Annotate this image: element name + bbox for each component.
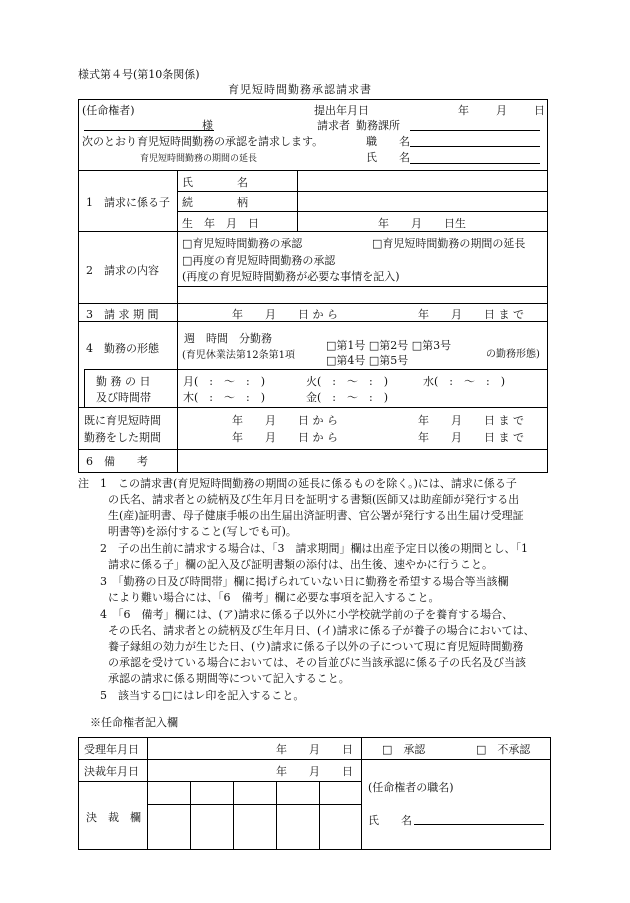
child-name-label: 氏 名: [182, 176, 248, 189]
workplace-field[interactable]: [410, 130, 540, 131]
requester-label: 請求者: [317, 119, 350, 132]
section6-label: 6 備 考: [86, 455, 148, 468]
remarks-field[interactable]: [179, 451, 545, 470]
notes-prefix: 注: [78, 477, 89, 490]
request-sentence: 次のとおり育児短時間勤務の承認を請求します。: [82, 135, 324, 148]
request-period-from: 年 月 日 か ら: [232, 308, 338, 321]
submit-day-unit: 日: [534, 104, 545, 117]
section2-label: 2 請求の内容: [86, 264, 159, 277]
note-1-line-2: の氏名、請求者との続柄及び生年月日を証明する書類(医師又は助産師が発行する出: [108, 493, 520, 506]
item-checkboxes-row2[interactable]: □第4号 □第5号: [326, 354, 409, 367]
child-relation-field[interactable]: [299, 193, 545, 210]
received-date-label: 受理年月日: [84, 743, 139, 756]
prior-period2-from: 年 月 日 か ら: [232, 431, 338, 444]
note-1-line-1: 1 この請求書(育児短時間勤務の期間の延長に係るものを除く。)には、請求に係る子: [100, 477, 517, 490]
received-date-value[interactable]: 年 月 日: [276, 743, 353, 756]
decision-stamp-cell-2[interactable]: [192, 783, 232, 847]
workplace-label: 勤務課所: [356, 119, 400, 132]
weekly-hours[interactable]: 週 時間 分勤務: [184, 332, 272, 345]
decision-date-label: 決裁年月日: [84, 765, 139, 778]
form-number: 様式第４号(第10条関係): [78, 68, 200, 81]
note-4-line-5: 承認の請求に係る期間等について記入すること。: [108, 672, 350, 685]
prior-period-label-2: 勤務をした期間: [84, 431, 161, 444]
child-name-field[interactable]: [299, 172, 545, 190]
friday-hours[interactable]: 金( : ～ : ): [306, 391, 388, 404]
note-3-line-2: により難い場合には、「6 備考」欄に必要な事項を記入すること。: [108, 591, 440, 604]
note-4-line-2: その氏名、請求者との続柄及び生年月日、(イ)請求に係る子が養子の場合においては、: [108, 624, 535, 637]
section3-label: 3 請 求 期 間: [86, 308, 159, 321]
item-checkboxes-row1[interactable]: □第1号 □第2号 □第3号: [326, 339, 452, 352]
disapprove-checkbox[interactable]: □ 不承認: [476, 743, 531, 756]
decision-stamp-cell-1[interactable]: [149, 783, 189, 847]
submit-date-label: 提出年月日: [314, 104, 369, 117]
appointer-label: (任命権者): [82, 104, 135, 117]
name-field[interactable]: [410, 163, 540, 164]
appointer-name-label: 氏 名: [368, 814, 412, 827]
decision-stamp-cell-3[interactable]: [235, 783, 275, 847]
child-relation-label: 続 柄: [182, 196, 248, 209]
reapproval-note: (再度の育児短時間勤務が必要な事情を記入): [182, 270, 400, 283]
child-birth-label: 生 年 月 日: [182, 217, 259, 230]
work-days-label-1: 勤 務 の 日: [96, 375, 151, 388]
page-title: 育児短時間勤務承認請求書: [228, 83, 372, 96]
note-5: 5 該当する□にはレ印を記入すること。: [100, 689, 305, 702]
checkbox-approval[interactable]: □育児短時間勤務の承認: [182, 237, 303, 250]
appointer-section-title: ※任命権者記入欄: [90, 716, 178, 729]
sama-label: 様: [202, 119, 213, 132]
submit-year-unit: 年: [458, 104, 469, 117]
note-4-line-1: 4 「6 備考」欄には、(ア)請求に係る子以外に小学校就学前の子を養育する場合、: [100, 608, 514, 621]
note-1-line-4: 明書等)を添付すること(写しでも可)。: [108, 525, 297, 538]
child-birth-value: 年 月 日生: [378, 217, 466, 230]
decision-date-value[interactable]: 年 月 日: [276, 765, 353, 778]
prior-period2-to: 年 月 日 ま で: [418, 431, 524, 444]
section1-label: 1 請求に係る子: [86, 196, 170, 209]
note-4-line-4: の承認を受けている場合においては、その旨並びに当該承認に係る子の氏名及び当該: [108, 656, 526, 669]
note-2-line-2: 請求に係る子」欄の記入及び証明書類の添付は、出生後、速やかに行うこと。: [108, 558, 493, 571]
note-2-line-1: 2 子の出生前に請求する場合は、「3 請求期間」欄は出産予定日以後の期間とし、「1: [100, 542, 528, 555]
work-days-label-2: 及び時間帯: [96, 391, 151, 404]
wednesday-hours[interactable]: 水( : ～ : ): [423, 375, 505, 388]
prior-period-label-1: 既に育児短時間: [84, 414, 161, 427]
decision-box-label: 決 裁 欄: [86, 811, 141, 824]
appointer-post-label: (任命権者の職名): [368, 781, 454, 794]
request-period-to: 年 月 日 ま で: [418, 308, 524, 321]
checkbox-extension[interactable]: □育児短時間勤務の期間の延長: [372, 237, 526, 250]
tuesday-hours[interactable]: 火( : ～ : ): [306, 375, 388, 388]
appointer-underline[interactable]: [84, 130, 214, 131]
prior-period1-from: 年 月 日 か ら: [232, 414, 338, 427]
name-label: 氏 名: [366, 151, 410, 164]
post-label: 職 名: [366, 135, 410, 148]
appointer-name-field[interactable]: [414, 824, 544, 825]
reapproval-reason-field[interactable]: [179, 287, 545, 302]
extension-sentence: 育児短時間勤務の期間の延長: [140, 154, 258, 164]
decision-stamp-cell-5[interactable]: [321, 783, 360, 847]
prior-period1-to: 年 月 日 ま で: [418, 414, 524, 427]
section4-label: 4 勤務の形態: [86, 342, 159, 355]
approve-checkbox[interactable]: □ 承認: [382, 743, 426, 756]
note-3-line-1: 3 「勤務の日及び時間帯」欄に掲げられていない日に勤務を希望する場合等当該欄: [100, 575, 509, 588]
decision-stamp-cell-4[interactable]: [278, 783, 318, 847]
note-4-line-3: 養子縁組の効力が生じた日、(ウ)請求に係る子以外の子について現に育児短時間勤務: [108, 640, 524, 653]
work-form-suffix: の勤務形態): [486, 349, 540, 360]
thursday-hours[interactable]: 木( : ～ : ): [183, 391, 265, 404]
note-1-line-3: 生(産)証明書、母子健康手帳の出生届出済証明書、官公署が発行する出生届け受理証: [108, 509, 524, 522]
law-reference: (育児休業法第12条第1項: [182, 350, 295, 361]
post-field[interactable]: [410, 146, 540, 147]
monday-hours[interactable]: 月( : ～ : ): [183, 375, 265, 388]
submit-month-unit: 月: [496, 104, 507, 117]
checkbox-reapproval[interactable]: □再度の育児短時間勤務の承認: [182, 254, 336, 267]
